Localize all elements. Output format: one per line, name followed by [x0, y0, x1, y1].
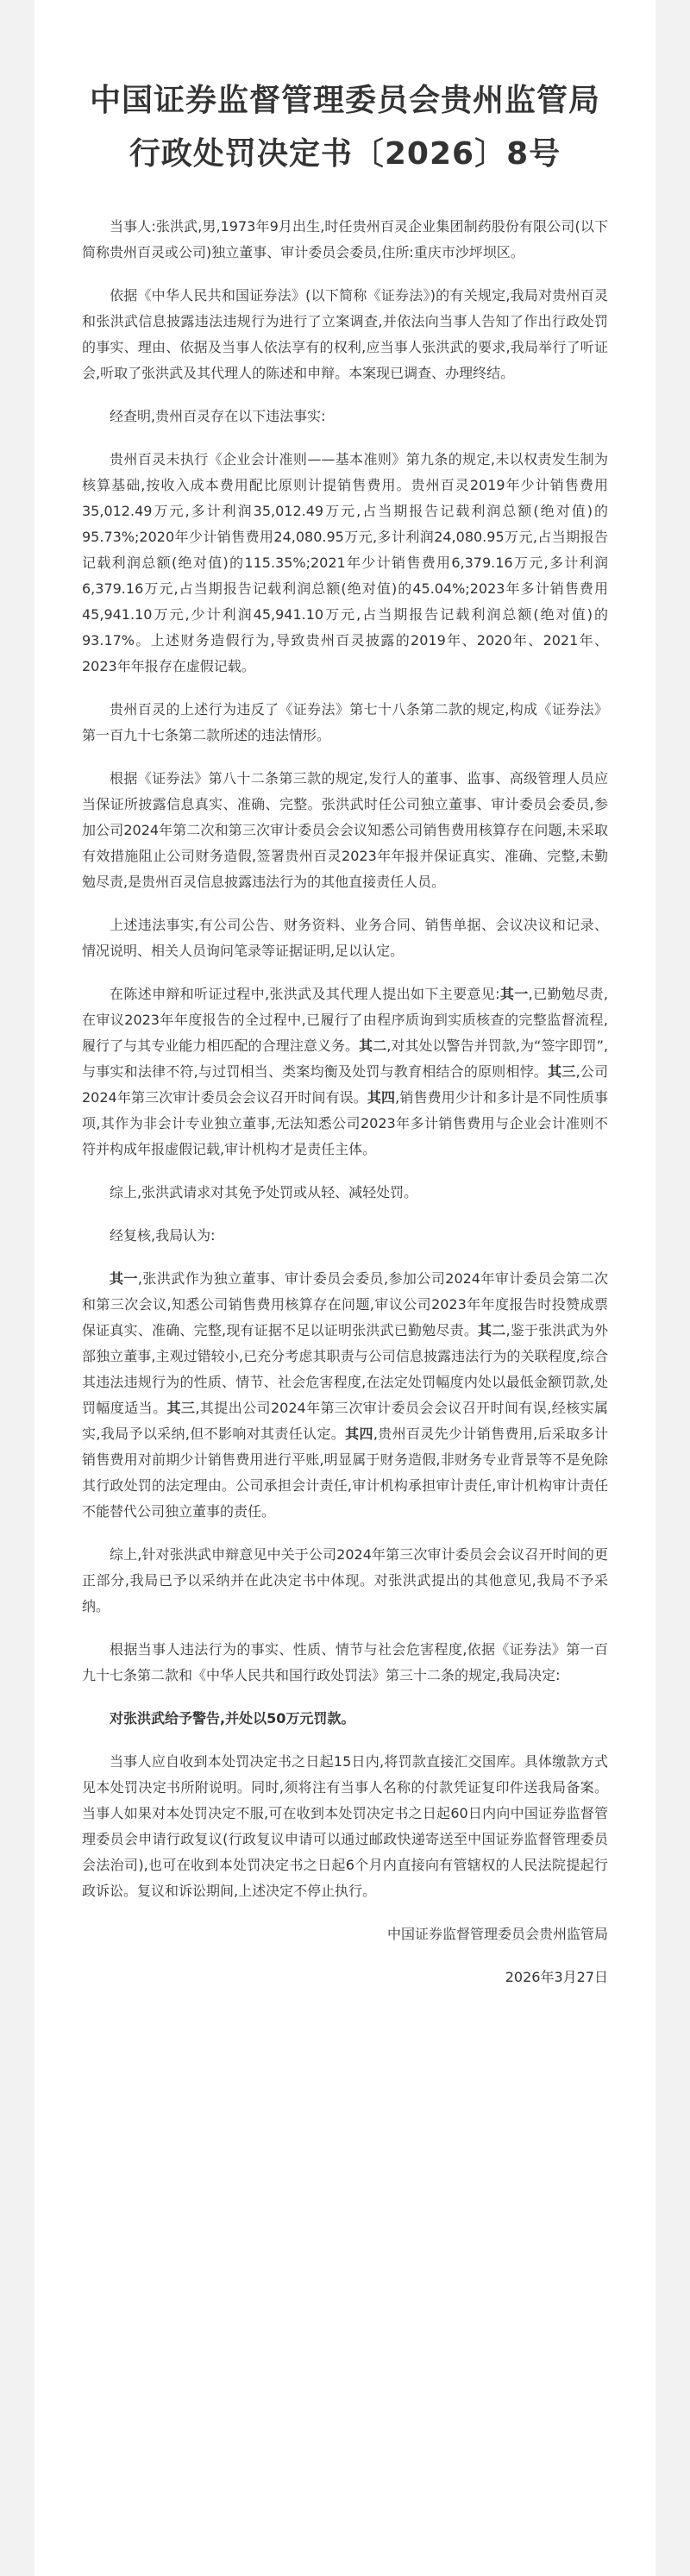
body-paragraph: 经查明,贵州百灵存在以下违法事实:: [110, 408, 326, 424]
body-paragraph: 根据《证券法》第八十二条第三款的规定,发行人的董事、监事、高级管理人员应当保证所披露信息真实、准确、完整。张洪武时任公司独立董事、审计委员会委员,参加公司2024年第二次和第三次审计委员会会议知悉公司销售费用核算存在问题,未采取有效措施阻止公司财务造假,签署贵州百灵2023年年报并保证真实、准确、完整,未勤勉尽责,是贵州百灵信息披露违法行为的其他直接责任人员。: [82, 770, 608, 890]
issuer-signature: 中国证券监督管理委员会贵州监管局: [386, 1926, 608, 1942]
body-paragraph: 对张洪武给予警告,并处以50万元罚款。: [110, 1710, 355, 1727]
body-paragraph: 上述违法事实,有公司公告、财务资料、业务合同、销售单据、会议决议和记录、情况说明、相关人员询问笔录等证据证明,足以认定。: [82, 917, 608, 959]
document-page: [34, 0, 656, 2576]
body-paragraph: 其一,张洪武作为独立董事、审计委员会委员,参加公司2024年审计委员会第二次和第三次会议,知悉公司销售费用核算存在问题,审议公司2023年年度报告时投赞成票保证真实、准确、完整,现有证据不足以证明张洪武已勤勉尽责。其二,鉴于张洪武为外部独立董事,主观过错较小,已充分考虑其职责与公司信息披露违法行为的关联程度,综合其违法违规行为的性质、情节、社会危害程度,在法定处罚幅度内处以最低金额罚款,处罚幅度适当。其三,其提出公司2024年第三次审计委员会会议召开时间有误,经核实属实,我局予以采纳,但不影响对其责任认定。其四,贵州百灵先少计销售费用,后采取多计销售费用对前期少计销售费用进行平账,明显属于财务造假,非财务专业背景等不是免除其行政处罚的法定理由。公司承担会计责任,审计机构承担审计责任,审计机构审计责任不能替代公司独立董事的责任。: [82, 1270, 608, 1520]
document-title: 中国证券监督管理委员会贵州监管局行政处罚决定书〔2026〕8号: [89, 83, 600, 172]
body-paragraph: 经复核,我局认为:: [110, 1227, 216, 1244]
body-paragraph: 根据当事人违法行为的事实、性质、情节与社会危害程度,依据《证券法》第一百九十七条第二款和《中华人民共和国行政处罚法》第三十二条的规定,我局决定:: [82, 1641, 608, 1683]
body-paragraph: 贵州百灵的上述行为违反了《证券法》第七十八条第二款的规定,构成《证券法》第一百九十七条第二款所述的违法情形。: [82, 701, 608, 743]
body-paragraph: 当事人:张洪武,男,1973年9月出生,时任贵州百灵企业集团制药股份有限公司(以下简称贵州百灵或公司)独立董事、审计委员会委员,住所:重庆市沙坪坝区。: [82, 218, 608, 260]
body-paragraph: 依据《中华人民共和国证券法》(以下简称《证券法》)的有关规定,我局对贵州百灵和张洪武信息披露违法违规行为进行了立案调查,并依法向当事人告知了作出行政处罚的事实、理由、依据及当事人依法享有的权利,应当事人张洪武的要求,我局举行了听证会,听取了张洪武及其代理人的陈述和申辩。本案现已调查、办理终结。: [82, 287, 608, 381]
body-paragraph: 综上,张洪武请求对其免予处罚或从轻、减轻处罚。: [110, 1184, 418, 1200]
body-paragraph: 在陈述申辩和听证过程中,张洪武及其代理人提出如下主要意见:其一,已勤勉尽责,在审议2023年年度报告的全过程中,已履行了由程序质询到实质核查的完整监督流程,履行了与其专业能力相匹配的合理注意义务。其二,对其处以警告并罚款,为“签字即罚”,与事实和法律不符,与过罚相当、类案均衡及处罚与教育相结合的原则相悖。其三,公司2024年第三次审计委员会会议召开时间有误。其四,销售费用少计和多计是不同性质事项,其作为非会计专业独立董事,无法知悉公司2023年多计销售费用与企业会计准则不符并构成年报虚假记载,审计机构才是责任主体。: [82, 986, 608, 1157]
body-paragraph: 贵州百灵未执行《企业会计准则——基本准则》第九条的规定,未以权责发生制为核算基础,按收入成本费用配比原则计提销售费用。贵州百灵2019年少计销售费用35,012.49万元,多计利润35,012.49万元,占当期报告记载利润总额(绝对值)的95.73%;2020年少计销售费用24,080.95万元,多计利润24,080.95万元,占当期报告记载利润总额(绝对值)的115.35%;2021年少计销售费用6,379.16万元,多计利润6,379.16万元,占当期报告记载利润总额(绝对值)的45.04%;2023年多计销售费用45,941.10万元,少计利润45,941.10万元,占当期报告记载利润总额(绝对值)的93.17%。上述财务造假行为,导致贵州百灵披露的2019年、2020年、2021年、2023年年报存在虚假记载。: [82, 451, 608, 674]
issue-date: 2026年3月27日: [505, 1969, 608, 1985]
body-paragraph: 综上,针对张洪武申辩意见中关于公司2024年第三次审计委员会会议召开时间的更正部分,我局已予以采纳并在此决定书中体现。对张洪武提出的其他意见,我局不予采纳。: [82, 1546, 608, 1614]
document-body: [82, 214, 608, 1904]
body-paragraph: 当事人应自收到本处罚决定书之日起15日内,将罚款直接汇交国库。具体缴款方式见本处罚决定书所附说明。同时,须将注有当事人名称的付款凭证复印件送我局备案。当事人如果对本处罚决定不服,可在收到本处罚决定书之日起60日内向中国证券监督管理委员会申请行政复议(行政复议申请可以通过邮政快递寄送至中国证券监督管理委员会法治司),也可在收到本处罚决定书之日起6个月内直接向有管辖权的人民法院提起行政诉讼。复议和诉讼期间,上述决定不停止执行。: [82, 1753, 608, 1899]
